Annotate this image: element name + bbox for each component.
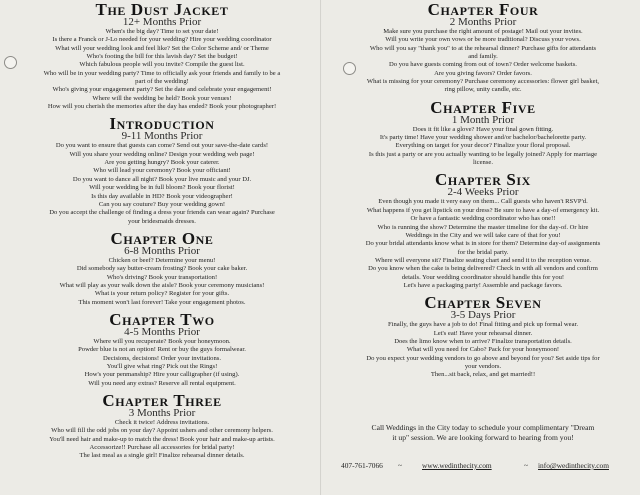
task-line: ring pillow, unity candle, etc. bbox=[444, 86, 522, 94]
task-line: Powder blue is not an option! Rent or buy the guys formalwear. bbox=[78, 346, 246, 354]
section-chapter-seven bbox=[334, 295, 632, 379]
task-line: Who's driving? Book your transportation! bbox=[106, 273, 218, 281]
cta-line: it up" session. We are looking forward to hearing from you! bbox=[392, 432, 574, 442]
section-timeframe: 3 Months Prior bbox=[128, 407, 196, 419]
task-line: Does the limo know when to arrive? Finalize transportation details. bbox=[394, 337, 572, 345]
section-title: Chapter Five bbox=[430, 97, 536, 117]
task-line: Is this day available in HD? Book your videographer! bbox=[91, 192, 233, 200]
task-line: What is missing for your ceremony? Purchase ceremony accessories: flower girl basket, bbox=[366, 78, 600, 86]
phone-number: 407-761-7066 bbox=[341, 461, 383, 470]
task-line: Can you say couture? Buy your wedding gown! bbox=[98, 200, 226, 208]
section-timeframe: 2-4 Weeks Prior bbox=[447, 186, 519, 199]
task-line: for the bridal party. bbox=[457, 248, 509, 256]
section-chapter-six bbox=[334, 172, 632, 290]
section-timeframe: 1 Month Prior bbox=[451, 113, 515, 126]
task-line: Do you expect your wedding vendors to go above and beyond for you? Set aside tips for bbox=[366, 354, 600, 362]
task-line: Does it fit like a glove? Have your final gown fitting. bbox=[412, 125, 554, 133]
contact-separator: ~ bbox=[524, 461, 528, 470]
task-line: Who's giving your engagement party? Set the date and celebrate your engagement! bbox=[52, 86, 272, 94]
task-line: Are you getting hungry? Book your caterer. bbox=[104, 159, 220, 167]
task-line: Are you giving favors? Order favors. bbox=[434, 69, 532, 77]
cta-line: Call Weddings in the City today to schedule your complimentary "Dream bbox=[371, 423, 595, 432]
section-timeframe: 6-8 Months Prior bbox=[124, 244, 200, 257]
section-chapter-three bbox=[12, 393, 312, 461]
center-fold bbox=[320, 0, 322, 495]
task-line: part of the wedding! bbox=[135, 78, 189, 86]
task-line: Accessorize!! Purchase all accessories for bridal party! bbox=[89, 444, 235, 452]
task-line: Did somebody say butter-cream frosting? Book your cake baker. bbox=[76, 265, 248, 273]
task-line: details. Your wedding coordinator should handle this for you! bbox=[401, 273, 565, 281]
task-line: What will your wedding look and feel like? Set the Color Scheme and/ or Theme bbox=[55, 44, 269, 52]
section-chapter-five bbox=[334, 97, 632, 168]
section-chapter-one bbox=[12, 228, 312, 307]
task-line: Who will lead your ceremony? Book your officiant! bbox=[93, 167, 231, 175]
task-line: When's the big day? Time to set your date! bbox=[105, 28, 219, 35]
contact-separator: ~ bbox=[398, 461, 402, 470]
task-line: Everything on target for your decor? Finalize your floral proposal. bbox=[395, 142, 571, 150]
task-line: Will you share your wedding online? Design your wedding web page! bbox=[69, 150, 255, 158]
task-line: Or have a fantastic wedding coordinator who has one!! bbox=[410, 215, 556, 223]
task-line: Then...sit back, relax, and get married!! bbox=[430, 371, 536, 379]
task-line: What will you need for Cabo? Pack for your honeymoon! bbox=[406, 346, 560, 354]
task-line: Do you know when the cake is being delivered? Check in with all vendors and confirm bbox=[368, 265, 598, 273]
section-title: Chapter Seven bbox=[424, 293, 542, 313]
task-line: How's your penmanship? Hire your calligrapher (if using). bbox=[84, 371, 240, 379]
task-line: Who will be in your wedding party? Time to officially ask your friends and family to be a bbox=[43, 69, 281, 77]
task-line: This moment won't last forever! Take your engagement photos. bbox=[78, 298, 246, 306]
task-line: Decisions, decisions! Order your invitations. bbox=[103, 354, 221, 362]
email-link[interactable]: info@wedinthecity.com bbox=[538, 461, 609, 470]
section-title: Chapter Three bbox=[102, 391, 222, 410]
task-line: Who will fill the odd jobs on your day? Appoint ushers and other ceremony helpers. bbox=[51, 427, 273, 435]
task-line: Where will the wedding be held? Book your venues! bbox=[92, 94, 232, 102]
task-line: Finally, the guys have a job to do! Final fitting and pick up formal wear. bbox=[387, 321, 579, 329]
section-title: The Dust Jacket bbox=[95, 0, 229, 19]
right-column bbox=[334, 2, 632, 380]
task-line: Is this just a party or are you actually wanting to be legally joined? Apply for marriage bbox=[368, 150, 598, 158]
task-line: Will you write your own vows or be more traditional? Discuss your vows. bbox=[385, 36, 581, 44]
task-line: Make sure you purchase the right amount of postage! Mail out your invites. bbox=[383, 28, 583, 35]
task-line: What is your return policy? Register for your gifts. bbox=[94, 290, 230, 298]
task-line: Which fabulous people will you invite? Compile the guest list. bbox=[79, 61, 245, 69]
section-chapter-two bbox=[12, 309, 312, 388]
section-introduction bbox=[12, 116, 312, 225]
section-dust-jacket bbox=[12, 2, 312, 111]
task-line: What will play as your walk down the aisle? Book your ceremony musicians! bbox=[59, 281, 265, 289]
task-line: Check it twice! Address invitations. bbox=[114, 419, 210, 426]
task-line: and family. bbox=[468, 53, 498, 61]
left-column bbox=[12, 2, 312, 461]
section-timeframe: 12+ Months Prior bbox=[122, 16, 202, 28]
section-timeframe: 3-5 Days Prior bbox=[450, 309, 516, 322]
task-line: license. bbox=[473, 159, 493, 167]
call-to-action bbox=[334, 423, 632, 442]
task-line: Do you have guests coming from out of town? Order welcome baskets. bbox=[389, 61, 577, 69]
task-line: Where will everyone sit? Finalize seating chart and send it to the reception venue. bbox=[374, 256, 592, 264]
task-line: Who's footing the bill for this lavish day? Set the budget! bbox=[86, 53, 238, 61]
section-title: Introduction bbox=[109, 114, 215, 134]
task-line: How will you cherish the memories after the day has ended? Book your photographer! bbox=[47, 103, 277, 111]
task-line: Let's have a packaging party! Assemble and package favors. bbox=[403, 281, 563, 289]
task-line: Will your wedding be in full bloom? Book your florist! bbox=[89, 184, 235, 192]
task-line: Do you want to ensure that guests can come? Send out your save-the-date cards! bbox=[55, 142, 269, 150]
task-line: Is there a Franck or J-Lo needed for your wedding? Hire your wedding coordinator bbox=[52, 36, 272, 44]
task-line: Do you want to dance all night? Book your live music and your DJ. bbox=[72, 175, 252, 183]
section-timeframe: 4-5 Months Prior bbox=[124, 325, 200, 338]
section-title: Chapter Six bbox=[435, 170, 531, 190]
section-title: Chapter Two bbox=[109, 309, 215, 329]
website-link[interactable]: www.wedinthecity.com bbox=[422, 461, 492, 470]
task-line: your vendors. bbox=[464, 362, 502, 370]
task-line: You'll need hair and make-up to match the dress! Book your hair and make-up artists. bbox=[49, 435, 275, 443]
task-line: Let's eat! Have your rehearsal dinner. bbox=[433, 329, 533, 337]
task-line: It's party time! Have your wedding shower and/or bachelor/bachelorette party. bbox=[379, 134, 587, 142]
section-title: Chapter One bbox=[110, 228, 214, 248]
task-line: The last meal as a single girl! Finalize rehearsal dinner details. bbox=[79, 452, 245, 460]
task-line: your bridesmaids dresses. bbox=[128, 217, 196, 225]
section-title: Chapter Four bbox=[427, 0, 539, 19]
task-line: You'll give what ring? Pick out the Rings! bbox=[106, 362, 218, 370]
task-line: Do you accept the challenge of finding a dress your friends can wear again? Purchase bbox=[49, 209, 275, 217]
task-line: Who will you say "thank you" to at the rehearsal dinner? Purchase gifts for attendants bbox=[369, 44, 597, 52]
task-line: Will you need any extras? Reserve all rental equipment. bbox=[88, 379, 236, 387]
section-chapter-four bbox=[334, 2, 632, 95]
task-line: What happens if you get lipstick on your dress? Be sure to have a day-of emergency kit. bbox=[366, 206, 600, 214]
task-line: Where will you recuperate? Book your honeymoon. bbox=[93, 337, 231, 345]
task-line: Even though you made it very easy on them... Call guests who haven't RSVP'd. bbox=[378, 198, 588, 206]
task-line: Do your bridal attendants know what is in store for them? Determine day-of assignments bbox=[365, 240, 601, 248]
task-line: Chicken or beef? Determine your menu! bbox=[108, 256, 216, 264]
section-timeframe: 9-11 Months Prior bbox=[121, 130, 203, 143]
task-line: Who is running the show? Determine the master timeline for the day-of. Or hire bbox=[377, 223, 589, 231]
task-line: Weddings in the City and we will take care of that for you! bbox=[405, 231, 561, 239]
section-timeframe: 2 Months Prior bbox=[449, 16, 517, 28]
